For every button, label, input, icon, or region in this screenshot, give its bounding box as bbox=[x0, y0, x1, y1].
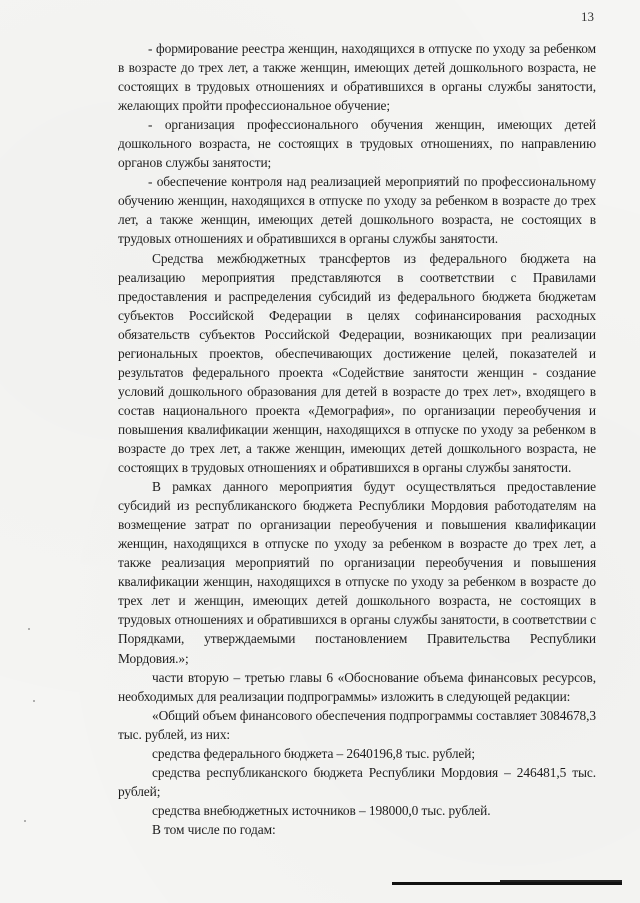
paragraph-3: - обеспечение контроля над реализацией мероприятий по профессиональному обучению женщин, находящихся в отпуске по уходу за ребенком в возрасте до трех лет, а также женщин, имеющих детей дошкольного возраста, не состоящих в трудовых отношениях и обратившихся в органы службы занятости. bbox=[118, 174, 596, 247]
paragraph-7: «Общий объем финансового обеспечения подпрограммы составляет 3084678,3 тыс. рублей, из них: bbox=[118, 707, 596, 742]
scan-speck bbox=[24, 820, 26, 822]
paragraph-10: средства внебюджетных источников – 198000,0 тыс. рублей. bbox=[152, 802, 491, 818]
paragraph-1: - формирование реестра женщин, находящихся в отпуске по уходу за ребенком в возрасте до трех лет, а также женщин, имеющих детей дошкольного возраста, не состоящих в трудовых отношениях и обратившихся в органы службы занятости, желающих пройти профессиональное обучение; bbox=[118, 41, 596, 114]
paragraph-9: средства республиканского бюджета Республики Мордовия – 246481,5 тыс. рублей; bbox=[118, 764, 596, 799]
paragraph-4: Средства межбюджетных трансфертов из федерального бюджета на реализацию мероприятия представляются в соответствии с Правилами предоставления и распределения субсидий из федерального бюджета бюджетам субъектов Российской Федерации в целях софинансирования расходных обязательств субъектов Российской Федерации, возникающих при реализации региональных проектов, обеспечивающих достижение целей, показателей и результатов федерального проекта «Содействие занятости женщин - создание условий дошкольного образования для детей в возрасте до трех лет», входящего в состав национального проекта «Демография», по организации переобучения и повышения квалификации женщин, находящихся в отпуске по уходу за ребенком в возрасте до трех лет, а также женщин, имеющих детей дошкольного возраста, не состоящих в трудовых отношениях и обратившихся в органы службы занятости. bbox=[118, 250, 596, 476]
paragraph-6: части вторую – третью главы 6 «Обоснование объема финансовых ресурсов, необходимых для реализации подпрограммы» изложить в следующей редакции: bbox=[118, 669, 596, 704]
paragraph-11: В том числе по годам: bbox=[152, 821, 276, 837]
paragraph-8: средства федерального бюджета – 2640196,8 тыс. рублей; bbox=[152, 745, 475, 761]
paragraph-2: - организация профессионального обучения женщин, имеющих детей дошкольного возраста, не состоящих в трудовых отношениях, по направлению органов службы занятости; bbox=[118, 117, 596, 171]
page-number: 13 bbox=[581, 9, 594, 24]
scan-edge-bar bbox=[392, 882, 622, 885]
scan-speck bbox=[28, 628, 30, 630]
scan-speck bbox=[33, 700, 35, 702]
paragraph-5: В рамках данного мероприятия будут осуществляться предоставление субсидий из республиканского бюджета Республики Мордовия работодателям на возмещение затрат по организации переобучения и повышения квалификации женщин, находящихся в отпуске по уходу за ребенком в возрасте до трех лет, а также реализация мероприятий по организации переобучения и повышения квалификации женщин, находящихся в отпуске по уходу за ребенком в возрасте до трех лет и женщин, имеющих детей дошкольного возраста, не состоящих в трудовых отношениях и обратившихся в органы службы занятости, в соответствии с Порядками, утверждаемыми постановлением Правительства Республики Мордовия.»; bbox=[118, 479, 596, 666]
document-body bbox=[118, 39, 596, 839]
